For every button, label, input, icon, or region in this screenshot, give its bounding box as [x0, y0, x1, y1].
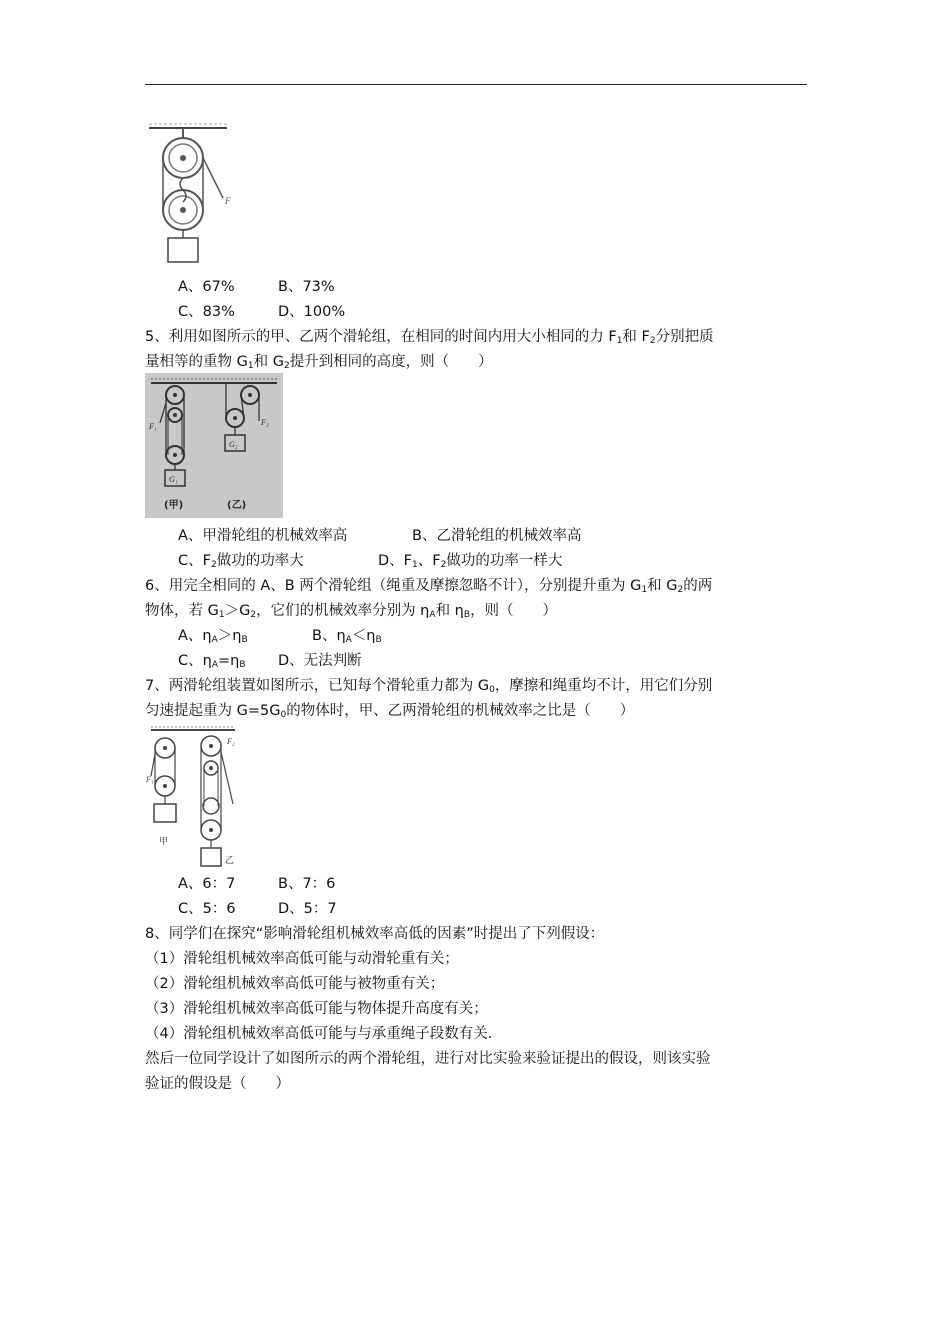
q8-hypothesis-1: （1）滑轮组机械效率高低可能与动滑轮重有关； [145, 951, 459, 967]
q8-tail-line-1: 然后一位同学设计了如图所示的两个滑轮组，进行对比实验来验证提出的假设，则该实验 [145, 1051, 711, 1067]
q6-option-c[interactable]: C、$\eta_A=\eta_B$ [178, 653, 246, 670]
svg-text:F₂: F₂ [261, 418, 269, 427]
svg-text:甲: 甲 [159, 837, 169, 847]
q7-stem-line-1: 7、两滑轮组装置如图所示，已知每个滑轮重力都为 $G_0$，摩擦和绳重均不计，用它们分别 [145, 678, 713, 695]
q7-options-row-1 [178, 873, 335, 895]
q8-hypothesis-2: （2）滑轮组机械效率高低可能与被物重有关； [145, 976, 445, 992]
q5-option-a[interactable]: A、甲滑轮组的机械效率高 [178, 528, 348, 544]
svg-text:(乙): (乙) [227, 500, 247, 511]
q5-option-b[interactable]: B、乙滑轮组的机械效率高 [412, 528, 582, 544]
q4-options-row-1 [178, 276, 335, 298]
q5-options-row-1 [178, 525, 581, 547]
q7-option-d[interactable]: D、5：7 [278, 901, 337, 917]
q6-stem-line-2: 物体，若 $G_1>G_2$，它们的机械效率分别为 $\eta_A$和 $\eta_B$，则（ ） [145, 603, 558, 620]
q7-stem-line-2: 匀速提起重为 $G=5G_0$的物体时，甲、乙两滑轮组的机械效率之比是（ ） [145, 703, 635, 720]
svg-text:F₂: F₂ [227, 737, 235, 746]
force-label-f: F [225, 196, 231, 206]
q6-options-row-1 [178, 625, 382, 651]
q5-option-c[interactable]: C、$F_2$做功的功率大 [178, 553, 304, 570]
q7-option-c[interactable]: C、5：6 [178, 901, 236, 917]
pulley-figure-q4 [145, 120, 240, 270]
q5-option-d[interactable]: D、$F_1$、$F_2$做功的功率一样大 [378, 553, 563, 570]
q4-option-d[interactable]: D、100% [278, 304, 346, 320]
svg-text:F₁: F₁ [149, 422, 157, 431]
q8-stem: 8、同学们在探究“影响滑轮组机械效率高低的因素”时提出了下列假设： [145, 926, 605, 942]
q8-hypothesis-3: （3）滑轮组机械效率高低可能与物体提升高度有关； [145, 1001, 488, 1017]
svg-text:乙: 乙 [225, 856, 235, 866]
svg-text:(甲): (甲) [164, 500, 184, 511]
q4-option-c[interactable]: C、83% [178, 304, 235, 320]
q7-option-b[interactable]: B、7：6 [278, 876, 336, 892]
q6-option-d[interactable]: D、无法判断 [278, 653, 362, 669]
svg-text:G₁: G₁ [169, 475, 178, 484]
q7-option-a[interactable]: A、6：7 [178, 876, 236, 892]
q6-option-a[interactable]: A、$\eta_A>\eta_B$ [178, 628, 248, 645]
q5-options-row-2 [178, 550, 562, 576]
q5-stem-line-2: 量相等的重物 $G_1$和 $G_2$提升到相同的高度，则（ ） [145, 354, 493, 371]
q6-options-row-2 [178, 650, 362, 676]
q7-options-row-2 [178, 898, 337, 920]
pulley-figure-q5 [145, 373, 283, 518]
q6-option-b[interactable]: B、$\eta_A<\eta_B$ [312, 628, 382, 645]
svg-text:F₁: F₁ [146, 775, 154, 784]
header-rule [145, 84, 807, 85]
q8-hypothesis-4: （4）滑轮组机械效率高低可能与与承重绳子段数有关. [145, 1026, 493, 1042]
pulley-figure-q7 [145, 724, 245, 870]
q4-options-row-2 [178, 301, 345, 323]
q8-tail-line-2: 验证的假设是（ ） [145, 1076, 290, 1092]
q4-option-a[interactable]: A、67% [178, 279, 235, 295]
q5-stem-line-1: 5、利用如图所示的甲、乙两个滑轮组，在相同的时间内用大小相同的力 $F_1$和 $F_2$分别把质 [145, 329, 714, 346]
q6-stem-line-1: 6、用完全相同的 A、B 两个滑轮组（绳重及摩擦忽略不计），分别提升重为 $G_1$和 $G_2$的两 [145, 578, 713, 595]
q4-option-b[interactable]: B、73% [278, 279, 335, 295]
svg-text:G₂: G₂ [229, 440, 238, 449]
